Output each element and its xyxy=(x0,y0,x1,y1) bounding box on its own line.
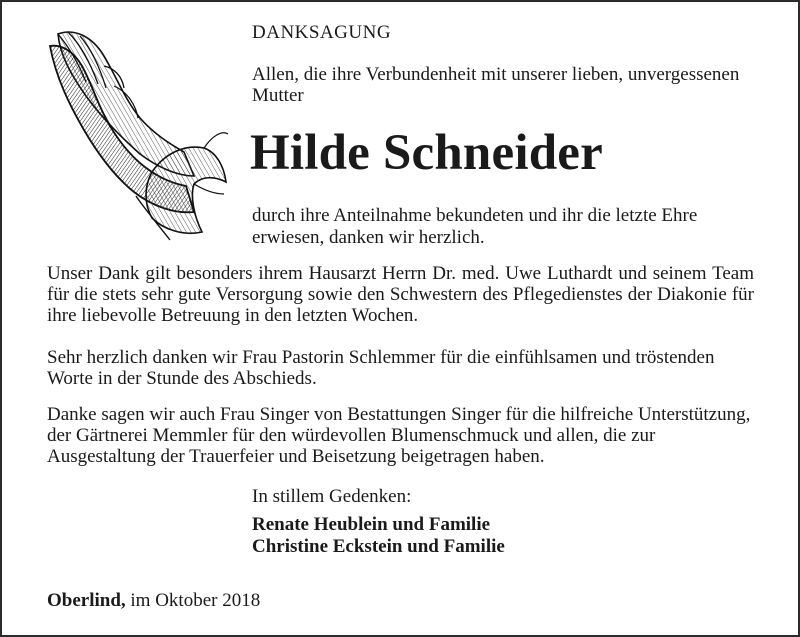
place-date xyxy=(47,590,260,612)
signature-line: Christine Eckstein und Familie xyxy=(252,536,505,557)
intro-text: Allen, die ihre Verbundenheit mit unserer lieben, unvergessenen Mutter xyxy=(252,64,740,106)
signature-line: Renate Heublein und Familie xyxy=(252,514,491,535)
paragraph-doctor: Unser Dank gilt besonders ihrem Hausarzt Herrn Dr. med. Uwe Luthardt und seinem Team für die stets sehr gute Versorgung sowie den Schwestern des Pflegedienstes der Diakonie für ihre liebevolle Betreuung in den letzten Wochen. xyxy=(47,263,754,326)
place: Oberlind, xyxy=(47,590,126,611)
paragraph-pastor: Sehr herzlich danken wir Frau Pastorin Schlemmer für die einfühlsamen und tröstenden Worte in der Stunde des Abschieds. xyxy=(47,347,715,389)
praying-hands-icon xyxy=(44,26,228,244)
deceased-name: Hilde Schneider xyxy=(250,125,603,181)
paragraph-funeral: Danke sagen wir auch Frau Singer von Bestattungen Singer für die hilfreiche Unterstützung, der Gärtnerei Memmler für den würdevollen Blumenschmuck und allen, die zur Ausgestaltung der Trauerfeier und Beisetzung beigetragen haben. xyxy=(47,404,751,467)
thanks-text: durch ihre Anteilnahme bekundeten und ihr die letzte Ehre erwiesen, danken wir herzlich. xyxy=(252,205,698,248)
notice-heading: DANKSAGUNG xyxy=(252,22,392,43)
greeting: In stillem Gedenken: xyxy=(252,486,412,507)
date: im Oktober 2018 xyxy=(130,590,261,611)
